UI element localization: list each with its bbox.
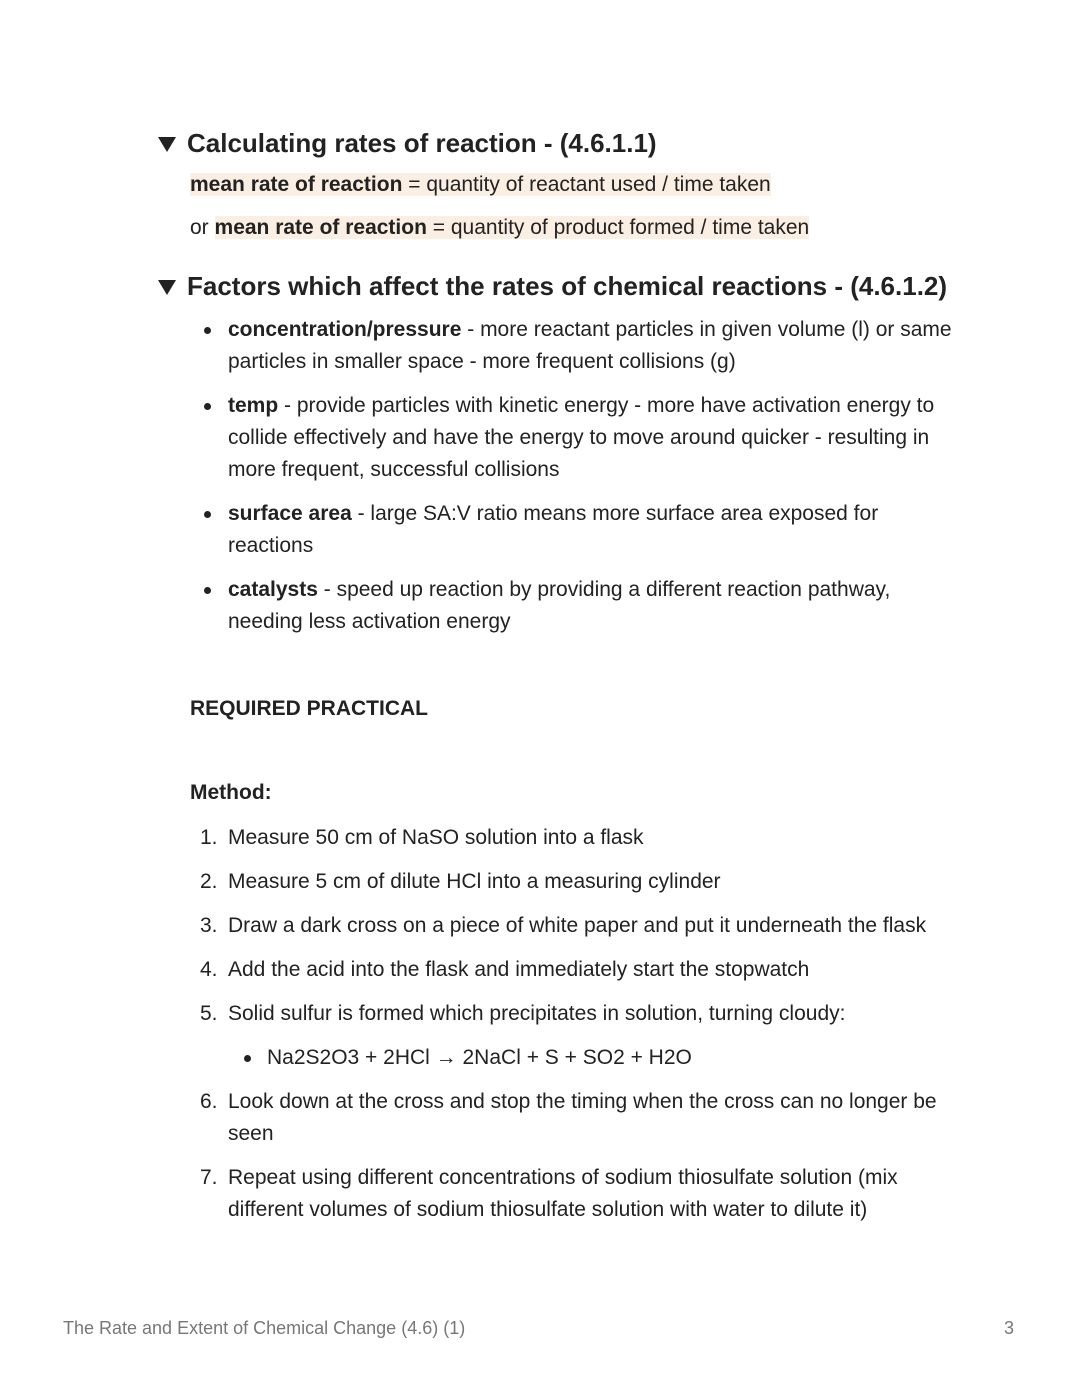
formula-line-product xyxy=(190,213,809,243)
list-item xyxy=(200,390,960,486)
factor-term: surface area xyxy=(228,502,352,525)
step-number: 1. xyxy=(200,826,218,849)
bullet-icon xyxy=(204,587,211,594)
chemical-equation: Na2S2O3 + 2HCl → 2NaCl + S + SO2 + H2O xyxy=(267,1046,692,1069)
toggle-triangle-icon[interactable] xyxy=(158,280,176,295)
list-item xyxy=(200,910,960,942)
factor-text: - large SA:V ratio means more surface area exposed for reactions xyxy=(228,502,879,557)
factor-text: - provide particles with kinetic energy - more have activation energy to collide effectively and have the energy to move around quicker - resulting in more frequent, successful collisions xyxy=(228,394,935,481)
list-item xyxy=(200,822,960,854)
highlighted-term: mean rate of reaction xyxy=(190,173,403,196)
bullet-icon xyxy=(204,403,211,410)
bullet-icon xyxy=(204,511,211,518)
step-number: 4. xyxy=(200,958,218,981)
list-item xyxy=(200,954,960,986)
step-number: 3. xyxy=(200,914,218,937)
factor-term: temp xyxy=(228,394,279,417)
step-text: Measure 50 cm of NaSO solution into a flask xyxy=(228,826,644,849)
list-item xyxy=(200,1162,928,1226)
equation-item xyxy=(200,1042,960,1074)
factor-term: catalysts xyxy=(228,578,318,601)
list-item xyxy=(200,498,908,562)
bullet-icon xyxy=(204,327,211,334)
step-number: 6. xyxy=(200,1090,218,1113)
formula-prefix: or xyxy=(190,216,215,239)
bullet-icon xyxy=(244,1055,251,1062)
toggle-triangle-icon[interactable] xyxy=(158,137,176,152)
step-number: 2. xyxy=(200,870,218,893)
list-item xyxy=(200,314,960,378)
step-text: Add the acid into the flask and immediately start the stopwatch xyxy=(228,958,810,981)
section-title: Calculating rates of reaction - (4.6.1.1) xyxy=(187,128,657,158)
factor-text: - speed up reaction by providing a different reaction pathway, needing less activation energy xyxy=(228,578,891,633)
step-number: 7. xyxy=(200,1166,218,1189)
list-item xyxy=(200,574,960,638)
step-number: 5. xyxy=(200,1002,218,1025)
step-text: Draw a dark cross on a piece of white paper and put it underneath the flask xyxy=(228,914,927,937)
factor-text: - more reactant particles in given volume (l) or same particles in smaller space - more frequent collisions (g) xyxy=(228,318,952,373)
page-number: 3 xyxy=(1004,1318,1015,1338)
section-title: Factors which affect the rates of chemical reactions - (4.6.1.2) xyxy=(187,271,948,301)
practical-heading: REQUIRED PRACTICAL xyxy=(190,697,429,720)
factors-list xyxy=(200,314,960,638)
step-text: Solid sulfur is formed which precipitates in solution, turning cloudy: xyxy=(228,1002,846,1025)
factor-term: concentration/pressure xyxy=(228,318,462,341)
toggle-calculating-rates[interactable] xyxy=(158,128,657,159)
step-text: Repeat using different concentrations of sodium thiosulfate solution (mix different volumes of sodium thiosulfate solution with water to dilute it) xyxy=(228,1166,898,1221)
list-item xyxy=(200,866,960,898)
method-steps xyxy=(200,822,960,1226)
method-label: Method: xyxy=(190,781,272,804)
formula-text: = quantity of reactant used / time taken xyxy=(402,173,771,196)
toggle-factors[interactable] xyxy=(158,271,947,302)
list-item xyxy=(200,998,960,1030)
step-text: Measure 5 cm of dilute HCl into a measuring cylinder xyxy=(228,870,721,893)
footer-title: The Rate and Extent of Chemical Change (4.6) (1) xyxy=(63,1318,466,1338)
step-text: Look down at the cross and stop the timing when the cross can no longer be seen xyxy=(228,1090,937,1145)
highlighted-term: mean rate of reaction xyxy=(214,216,427,239)
formula-line-reactant xyxy=(190,170,771,200)
list-item xyxy=(200,1086,960,1150)
formula-text: = quantity of product formed / time taken xyxy=(426,216,810,239)
